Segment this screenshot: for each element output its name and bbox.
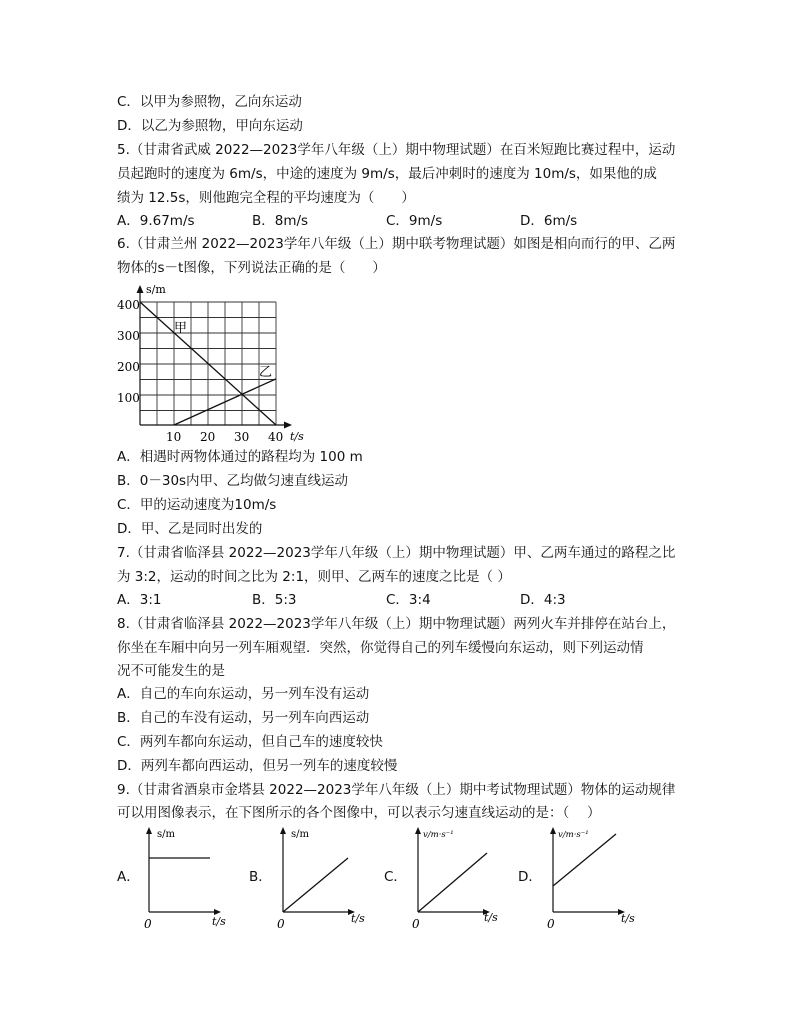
q9-c-y-arrow-icon [415, 827, 421, 834]
q9-b-sloped-line [283, 858, 348, 912]
q9-a-origin: 0 [144, 917, 152, 931]
q6-y-tick-300: 300 [117, 329, 140, 343]
q6-x-arrow-icon [284, 422, 292, 429]
q9-option-d-label: D． [518, 869, 542, 885]
q6-label-jia: 甲 [174, 321, 188, 336]
q9-d-origin: 0 [547, 917, 555, 931]
q7-stem-line2: 为 3:2，运动的时间之比为 2:1，则甲、乙两车的速度之比是（ ） [117, 569, 511, 585]
q9-d-sloped-line [553, 834, 616, 886]
q8-option-c: C．两列车都向东运动，但自己车的速度较快 [117, 734, 383, 750]
q6-x-tick-40: 40 [268, 430, 284, 444]
q9-d-x-label: t/s [621, 912, 635, 925]
q5-stem-line2: 员起跑时的速度为 6m/s，中途的速度为 9m/s，最后冲刺时的速度为 10m/s，如果他的成 [117, 166, 657, 182]
q4-option-c: C．以甲为参照物，乙向东运动 [117, 94, 302, 110]
q8-option-d: D．两列车都向西运动，但另一列车的速度较慢 [117, 758, 398, 774]
q8-stem-line3: 况不可能发生的是 [117, 663, 225, 679]
q9-a-y-arrow-icon [146, 827, 152, 834]
q4-option-d: D．以乙为参照物，甲向东运动 [117, 118, 303, 134]
q9-graph-b [272, 826, 372, 934]
q9-stem-line1: 9.（甘肃省酒泉市金塔县 2022—2023学年八年级（上）期中考试物理试题）物体的运动规律 [117, 782, 676, 798]
q5-stem-line1: 5.（甘肃省武威 2022—2023学年八年级（上）期中物理试题）在百米短跑比赛过程中，运动 [117, 142, 676, 158]
q8-stem-line1: 8.（甘肃省临泽县 2022—2023学年八年级（上）期中物理试题）两列火车并排停在站台上， [117, 616, 676, 632]
q7-option-c: C．3:4 [386, 592, 431, 608]
q8-option-a: A．自己的车向东运动，另一列车没有运动 [117, 686, 370, 702]
q9-d-y-arrow-icon [550, 827, 556, 834]
q7-option-a: A．3:1 [117, 592, 162, 608]
q9-b-y-arrow-icon [280, 827, 286, 834]
q6-stem-line2: 物体的s－t图像，下列说法正确的是（ ） [117, 260, 386, 276]
q5-option-d: D．6m/s [520, 213, 578, 229]
q8-stem-line2: 你坐在车厢中向另一列车厢观望．突然，你觉得自己的列车缓慢向东运动，则下列运动情 [117, 640, 644, 656]
q8-option-b: B．自己的车没有运动，另一列车向西运动 [117, 710, 370, 726]
q9-a-x-label: t/s [212, 915, 226, 928]
q6-option-a: A．相遇时两物体通过的路程均为 100 m [117, 449, 363, 465]
q9-c-y-label: v/m·s⁻¹ [423, 830, 454, 840]
q6-stem-line1: 6.（甘肃兰州 2022—2023学年八年级（上）期中联考物理试题）如图是相向而行的甲、乙两 [117, 236, 676, 252]
q6-y-tick-100: 100 [117, 391, 140, 405]
q5-option-a: A．9.67m/s [117, 213, 195, 229]
q9-a-y-label: s/m [157, 829, 175, 840]
q6-y-axis-label: s/m [146, 283, 166, 296]
q9-c-origin: 0 [412, 917, 420, 931]
q7-option-d: D．4:3 [520, 592, 566, 608]
q6-y-tick-200: 200 [117, 360, 140, 374]
q7-option-b: B．5:3 [252, 592, 297, 608]
q6-x-tick-30: 30 [234, 430, 250, 444]
q9-graph-c [407, 826, 507, 934]
q6-x-axis-label: t/s [290, 430, 304, 443]
q6-x-tick-10: 10 [166, 430, 182, 444]
q6-option-c: C．甲的运动速度为10m/s [117, 497, 277, 513]
q6-label-yi: 乙 [259, 365, 273, 380]
q5-stem-line3: 绩为 12.5s，则他跑完全程的平均速度为（ ） [117, 190, 415, 206]
q5-option-c: C．9m/s [386, 213, 443, 229]
q6-option-b: B．0－30s内甲、乙均做匀速直线运动 [117, 473, 349, 489]
q9-option-a-label: A． [117, 869, 140, 885]
q6-y-arrow-icon [137, 285, 144, 293]
q7-stem-line1: 7.（甘肃省临泽县 2022—2023学年八年级（上）期中物理试题）甲、乙两车通过的路程之比 [117, 545, 676, 561]
q6-y-tick-400: 400 [117, 298, 140, 312]
q9-graph-a [138, 826, 238, 934]
q9-graph-d [542, 826, 642, 934]
q9-option-b-label: B． [249, 869, 272, 885]
q9-d-y-label: v/m·s⁻¹ [558, 830, 589, 840]
q6-st-graph [110, 280, 320, 445]
q9-stem-line2: 可以用图像表示，在下图所示的各个图像中，可以表示匀速直线运动的是：（ ） [117, 805, 601, 821]
q5-option-b: B．8m/s [252, 213, 309, 229]
q9-b-y-label: s/m [291, 829, 309, 840]
q6-x-tick-20: 20 [200, 430, 216, 444]
q9-b-origin: 0 [277, 917, 285, 931]
q9-b-x-label: t/s [351, 912, 365, 925]
q9-c-sloped-line [418, 853, 487, 912]
q9-option-c-label: C． [384, 869, 407, 885]
q9-c-x-label: t/s [484, 911, 498, 924]
q6-option-d: D．甲、乙是同时出发的 [117, 521, 263, 537]
